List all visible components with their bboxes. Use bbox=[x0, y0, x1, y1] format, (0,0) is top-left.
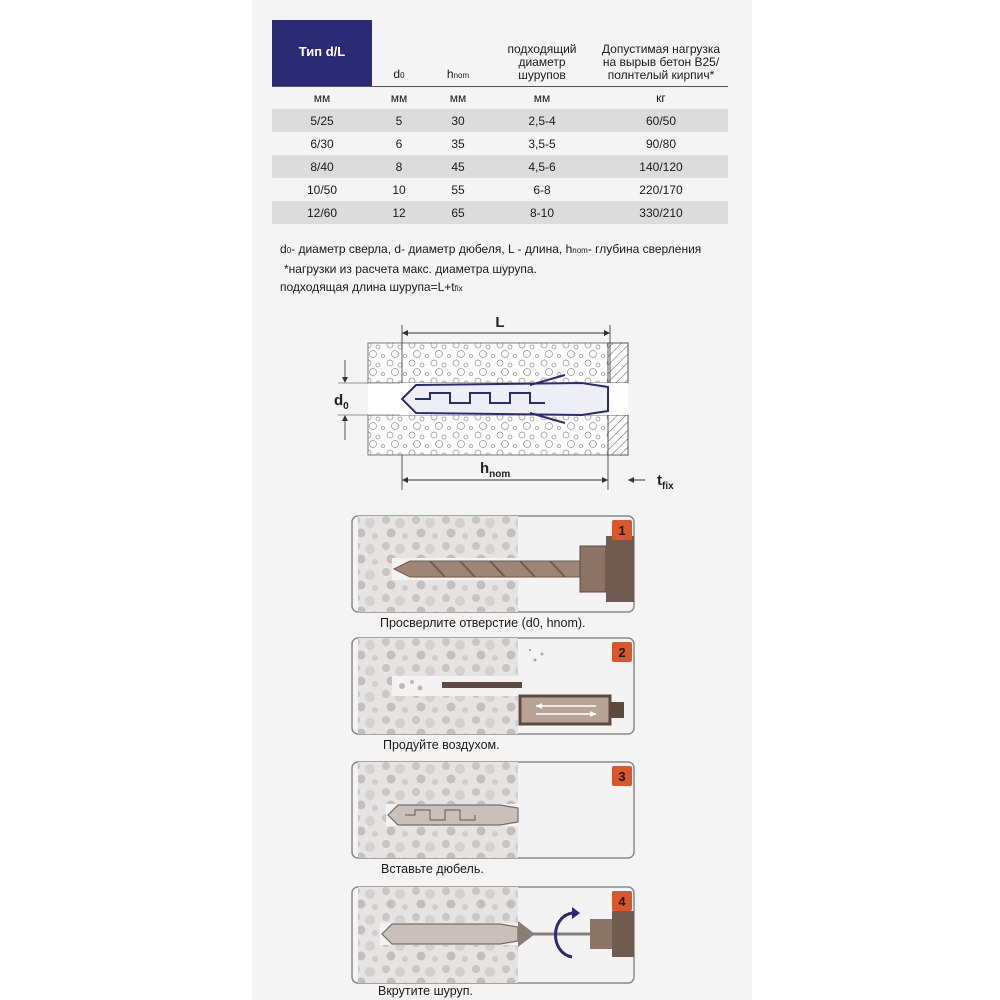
notes-block bbox=[280, 240, 740, 298]
col-header-d0: d0 bbox=[393, 67, 405, 81]
col-header-screw-diameter: подходящий диаметр шурупов bbox=[507, 42, 577, 82]
step-3-illustration bbox=[350, 760, 636, 860]
step-4-illustration bbox=[350, 885, 636, 985]
table-row: 6/30 6 35 3,5-5 90/80 bbox=[310, 136, 677, 151]
label-h-nom: $h_{nom}$ bbox=[480, 460, 511, 480]
col-header-hnom: hnom bbox=[446, 67, 470, 81]
table-header-row bbox=[272, 20, 728, 87]
step-3-number: 3 bbox=[618, 769, 626, 784]
dowel-dimension-diagram bbox=[320, 305, 700, 505]
step-2-number: 2 bbox=[618, 645, 626, 660]
label-d0: $d_0$ bbox=[334, 392, 349, 412]
step-4-caption: Вкрутите шуруп. bbox=[378, 984, 474, 998]
table-row: 8/40 8 45 4,5-6 140/120 bbox=[272, 155, 728, 178]
note-screw-length: подходящая длина шурупа=L+tfix bbox=[280, 280, 463, 294]
step-1-illustration bbox=[350, 514, 636, 614]
fixture-lower bbox=[608, 415, 628, 455]
screwdriver-chuck bbox=[590, 919, 612, 949]
table-row: 5/25 5 30 2,5-4 60/50 bbox=[272, 109, 728, 132]
label-t-fix: $t_{fix}$ bbox=[657, 472, 674, 492]
label-L: L bbox=[495, 314, 505, 331]
dowel-with-screw bbox=[382, 924, 518, 944]
units-row: мм мм мм мм кг bbox=[272, 87, 728, 110]
col-header-load: Допустимая нагрузка на вырыв бетон B25/ полнтелый кирпич* bbox=[601, 42, 721, 82]
note-load: *нагрузки из расчета макс. диаметра шурупа. bbox=[284, 262, 537, 276]
note-legend: d0- диаметр сверла, d- диаметр дюбеля, L - длина, hnom- глубина сверления bbox=[280, 242, 702, 256]
concrete-lower bbox=[368, 415, 608, 455]
step-1-number: 1 bbox=[618, 523, 626, 538]
table-row: 10/50 10 55 6-8 220/170 bbox=[306, 182, 683, 197]
fixture-upper bbox=[608, 343, 628, 383]
air-pump-tube bbox=[442, 682, 522, 688]
spec-table bbox=[272, 20, 728, 224]
step-3-caption: Вставьте дюбель. bbox=[381, 862, 484, 876]
step-4-number: 4 bbox=[618, 894, 626, 909]
air-pump-body bbox=[520, 696, 610, 724]
step-1-caption: Просверлите отверстие (d0, hnom). bbox=[380, 616, 586, 630]
step-2-illustration bbox=[350, 636, 636, 736]
dowel-shape bbox=[402, 383, 608, 415]
concrete-upper bbox=[368, 343, 608, 383]
step-2-caption: Продуйте воздухом. bbox=[383, 738, 500, 752]
table-row: 12/60 12 65 8-10 330/210 bbox=[272, 201, 728, 224]
col-header-type: Тип d/L bbox=[272, 20, 372, 87]
drill-chuck bbox=[580, 546, 606, 592]
